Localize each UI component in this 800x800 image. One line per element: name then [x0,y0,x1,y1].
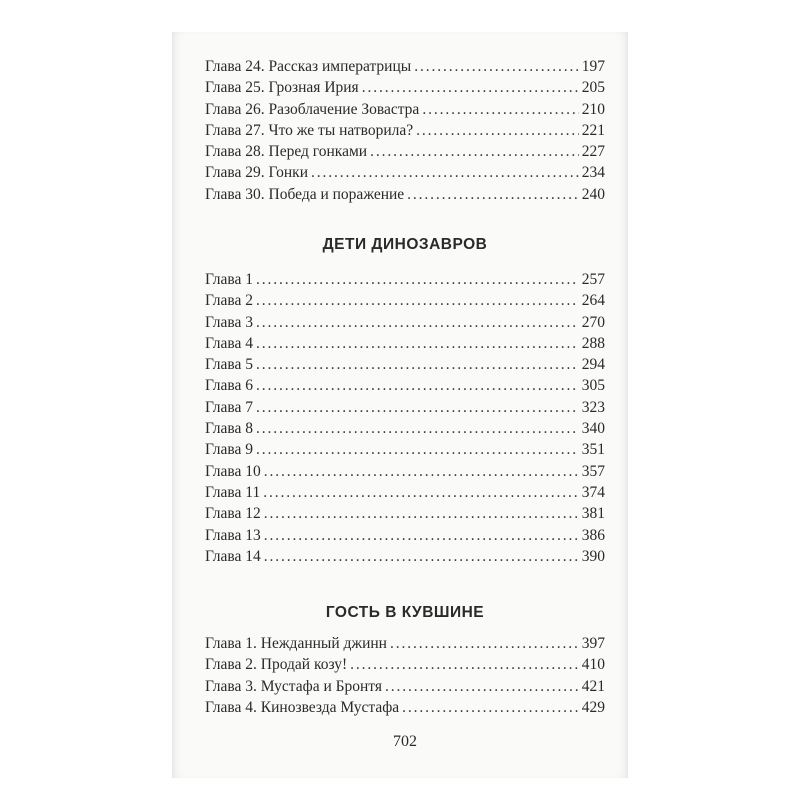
toc-entry [205,482,605,503]
toc-leader-dots [350,654,579,675]
toc-leader-dots [264,461,579,482]
toc-entry-label: Глава 13 [205,526,261,544]
toc-entry [205,184,605,205]
toc-leader-dots [256,354,579,375]
toc-entry-label: Глава 26. Разоблачение Зовастра [205,100,420,118]
toc-entry-label: Глава 5 [205,356,254,374]
toc-entry [205,77,605,98]
toc-leader-dots [256,439,579,460]
toc-entry-label: Глава 27. Что же ты натворила? [205,121,414,139]
toc-entry-label: Глава 8 [205,420,254,438]
toc-entry [205,162,605,183]
toc-entry-page: 305 [581,377,605,395]
toc-entry-page: 323 [581,398,605,416]
toc-entry-page: 240 [581,185,605,203]
toc-entry-page: 205 [581,79,605,97]
toc-entry-label: Глава 7 [205,398,254,416]
toc-entry [205,397,605,418]
toc-leader-dots [422,99,578,120]
toc-entry-page: 357 [581,462,605,480]
toc-entry-page: 288 [581,334,605,352]
toc-entry-page: 351 [581,441,605,459]
toc-entry-page: 221 [581,121,605,139]
toc-entry-page: 410 [581,656,605,674]
toc-leader-dots [402,697,579,718]
toc-entry-label: Глава 10 [205,462,261,480]
toc-entry-page: 257 [581,271,605,288]
toc-leader-dots [385,676,579,697]
toc-entry [205,120,605,141]
toc-leader-dots [370,141,579,162]
toc-leader-dots [311,162,579,183]
toc-entry-label: Глава 2 [205,292,254,310]
toc-entry [205,290,605,311]
toc-entry-label: Глава 4. Кинозвезда Мустафа [205,698,400,716]
toc-entry [205,439,605,460]
toc-entry-label: Глава 6 [205,377,254,395]
toc-entry-label: Глава 25. Грозная Ирия [205,79,359,97]
toc-group-gost-v-kuvshine [205,633,605,718]
toc-entry-label: Глава 1 [205,271,254,288]
toc-entry [205,312,605,333]
toc-entry-label: Глава 28. Перед гонками [205,143,368,161]
toc-entry-page: 381 [581,505,605,523]
toc-entry-label: Глава 24. Рассказ императрицы [205,58,412,75]
toc-leader-dots [390,633,579,654]
toc-entry [205,525,605,546]
toc-entry [205,99,605,120]
toc-group-continued [205,56,605,205]
toc-entry [205,333,605,354]
toc-entry-page: 429 [581,698,605,716]
toc-entry [205,633,605,654]
toc-leader-dots [256,375,579,396]
toc-entry [205,697,605,718]
toc-entry-label: Глава 12 [205,505,261,523]
section-title-deti-dinozavrov: ДЕТИ ДИНОЗАВРОВ [322,236,488,253]
toc-entry-label: Глава 3 [205,313,254,331]
toc-entry [205,141,605,162]
toc-leader-dots [256,290,579,311]
toc-entry-page: 390 [581,547,605,565]
toc-entry [205,546,605,567]
toc-entry-label: Глава 9 [205,441,254,459]
toc-leader-dots [256,312,579,333]
toc-entry-page: 234 [581,164,605,182]
toc-entry-label: Глава 4 [205,334,254,352]
toc-entry-page: 340 [581,420,605,438]
toc-entry-page: 294 [581,356,605,374]
toc-leader-dots [264,525,579,546]
toc-leader-dots [256,418,579,439]
toc-entry-page: 374 [581,483,605,501]
toc-entry [205,56,605,77]
toc-entry-label: Глава 2. Продай козу! [205,656,348,674]
toc-entry [205,654,605,675]
toc-entry-label: Глава 30. Победа и поражение [205,185,405,203]
toc-entry [205,418,605,439]
toc-entry [205,503,605,524]
toc-entry-page: 227 [581,143,605,161]
toc-leader-dots [256,269,579,290]
toc-leader-dots [264,546,579,567]
toc-entry-label: Глава 11 [205,483,261,501]
toc-leader-dots [263,482,579,503]
toc-leader-dots [362,77,579,98]
toc-entry-page: 421 [581,677,605,695]
toc-entry [205,354,605,375]
toc-entry-page: 264 [581,292,605,310]
toc-entry [205,676,605,697]
toc-entry-page: 197 [581,58,605,75]
toc-entry [205,461,605,482]
toc-leader-dots [264,503,579,524]
toc-entry [205,375,605,396]
toc-group-deti-dinozavrov [205,269,605,567]
toc-entry-label: Глава 14 [205,547,261,565]
toc-entry-label: Глава 3. Мустафа и Бронтя [205,677,383,695]
section-title-gost-v-kuvshine: ГОСТЬ В КУВШИНЕ [325,604,485,621]
toc-leader-dots [256,397,579,418]
toc-entry-label: Глава 1. Нежданный джинн [205,635,387,652]
toc-leader-dots [416,120,579,141]
toc-entry-page: 397 [581,635,605,652]
toc-leader-dots [414,56,579,77]
toc-entry-page: 210 [581,100,605,118]
toc-entry-page: 270 [581,313,605,331]
toc-leader-dots [256,333,579,354]
toc-leader-dots [407,184,579,205]
page-number: 702 [393,733,417,750]
toc-entry-label: Глава 29. Гонки [205,164,308,182]
toc-entry [205,269,605,290]
toc-entry-page: 386 [581,526,605,544]
